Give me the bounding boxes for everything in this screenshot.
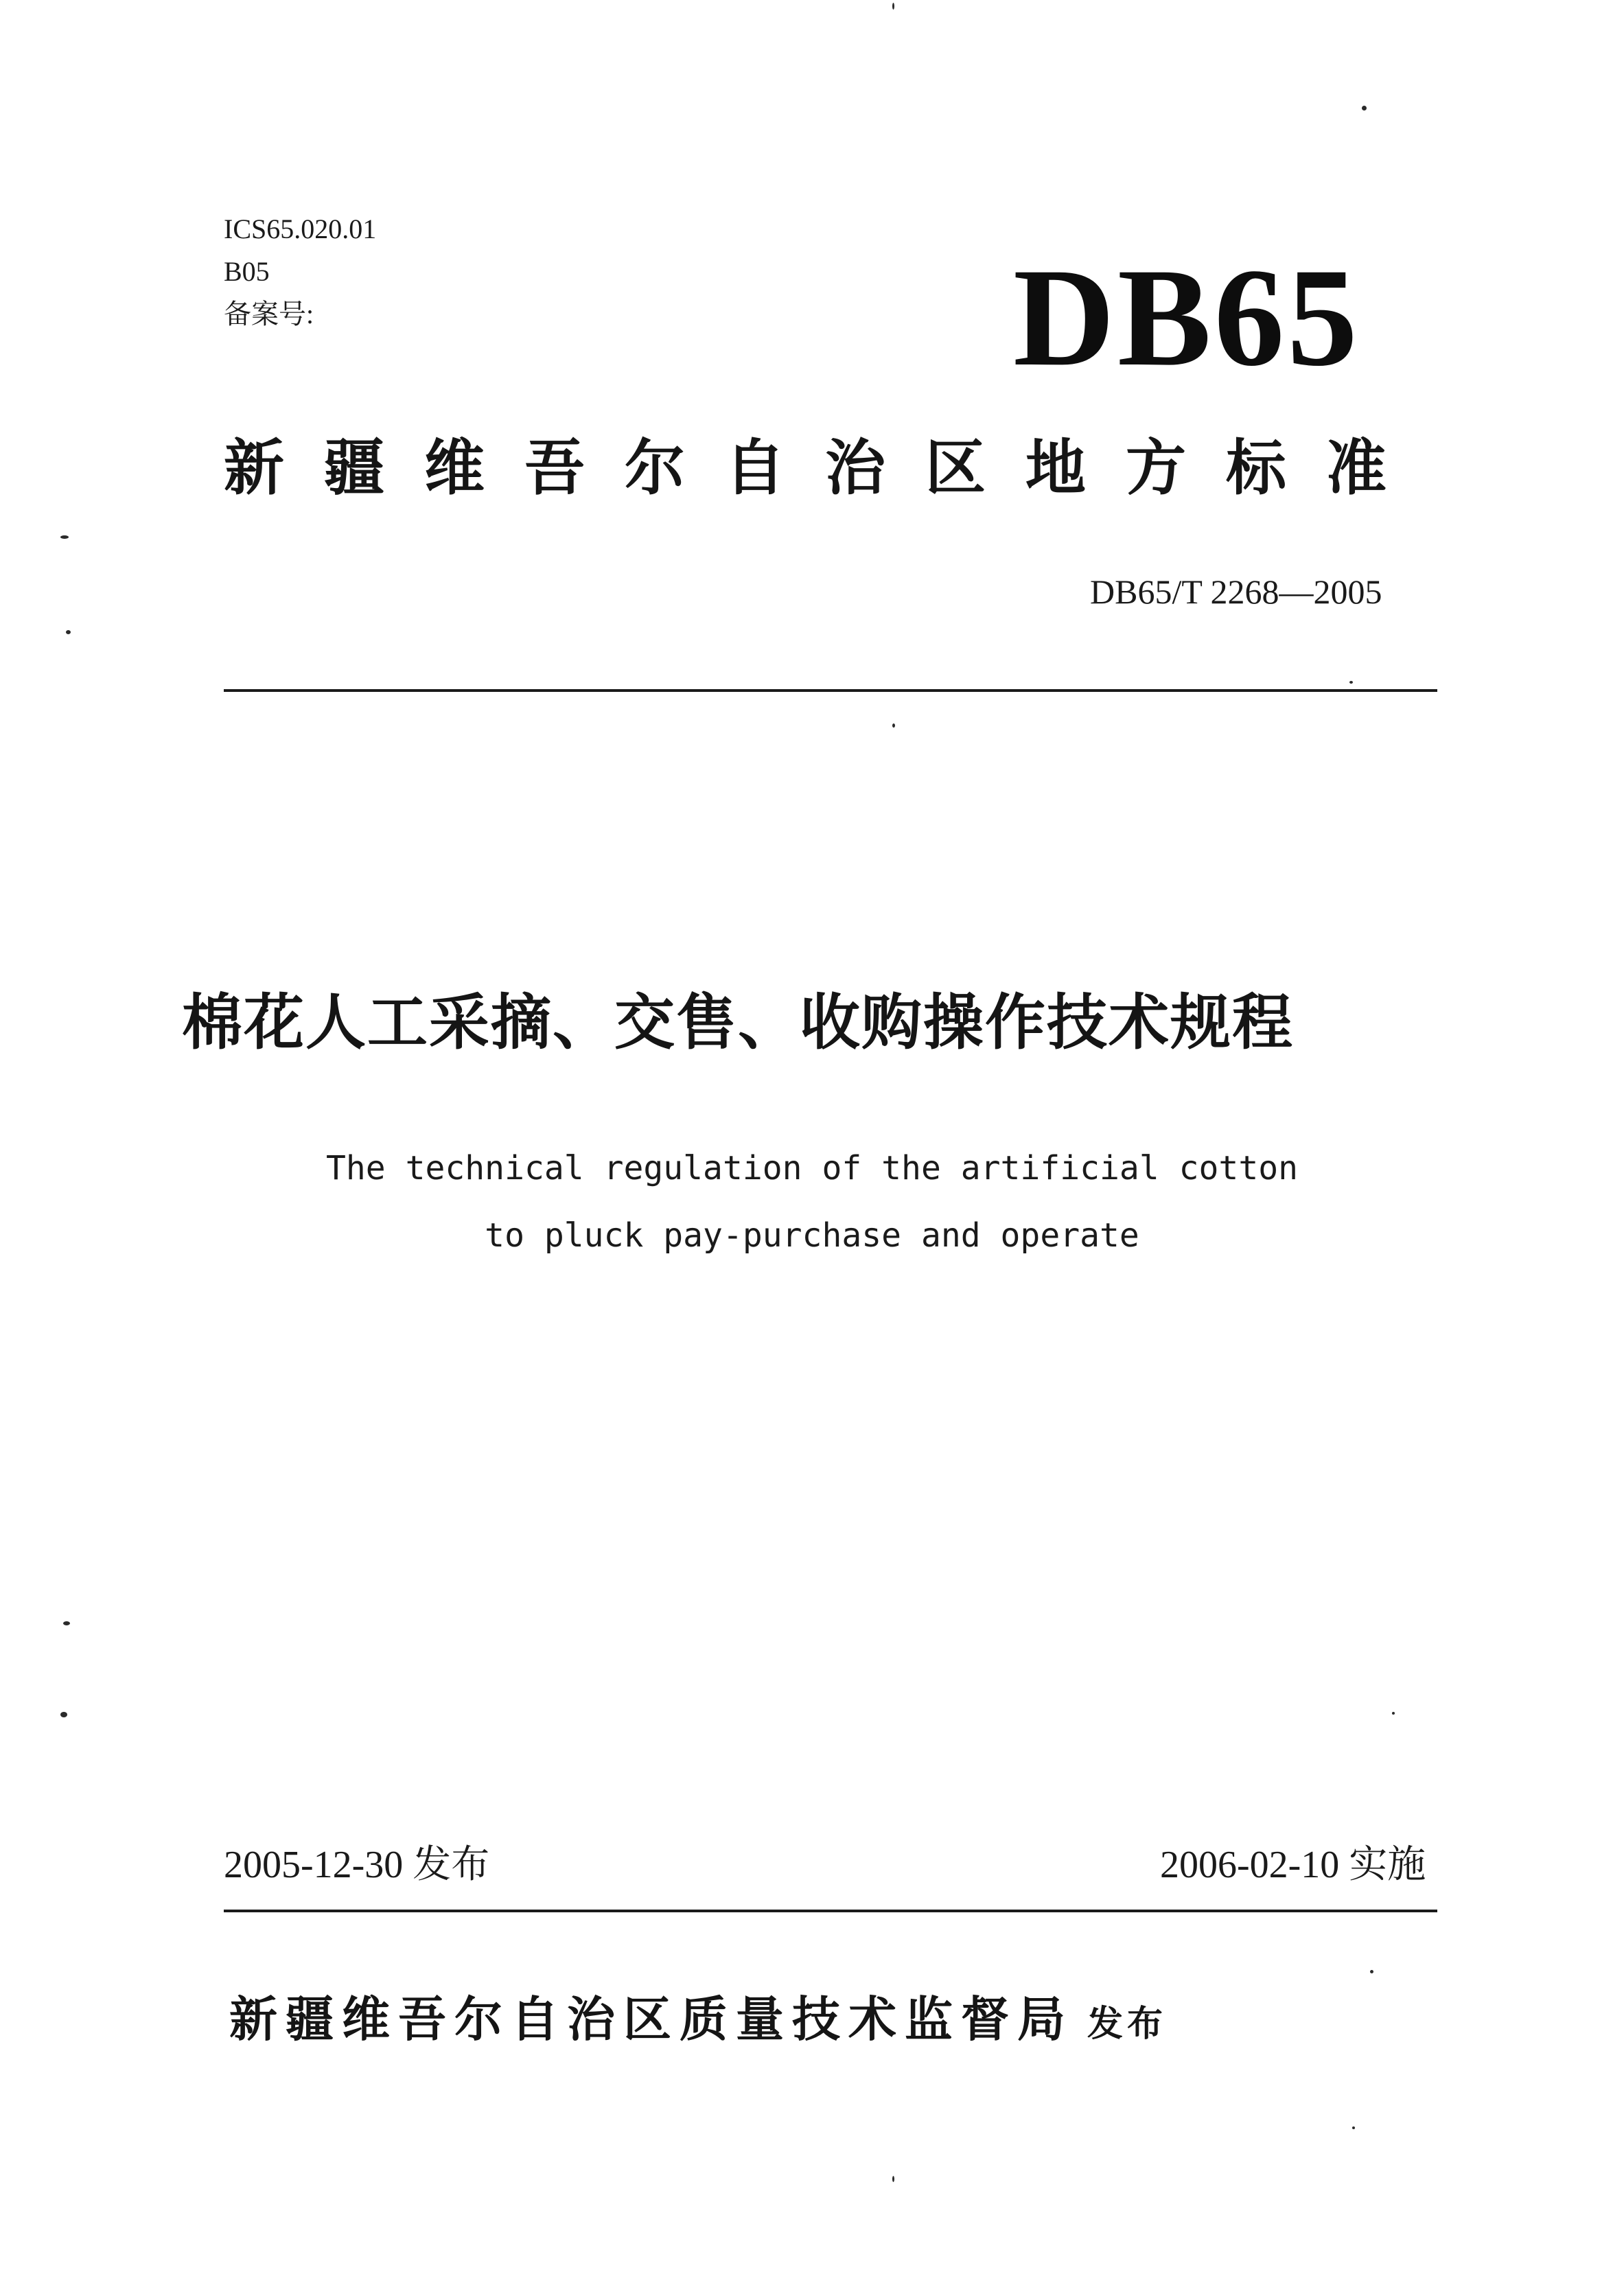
issuer-suffix: 发布 <box>1087 2004 1168 2045</box>
document-title-en-line2: to pluck pay-purchase and operate <box>485 1216 1139 1255</box>
header-divider <box>224 689 1437 692</box>
standard-category: 新疆维吾尔自治区地方标准 <box>224 432 1427 503</box>
scan-speck <box>1392 1712 1395 1715</box>
classification-code: B05 <box>224 256 270 287</box>
document-title-cn: 棉花人工采摘、交售、收购操作技术规程 <box>182 987 1295 1058</box>
scan-speck <box>892 723 895 728</box>
scan-speck <box>66 630 71 634</box>
implementation-date: 2006-02-10 实施 <box>1160 1844 1426 1886</box>
scan-speck <box>892 3 894 10</box>
standard-number: DB65/T 2268—2005 <box>1090 572 1382 611</box>
scan-speck <box>1370 1970 1373 1973</box>
ics-code: ICS65.020.01 <box>224 213 377 244</box>
scan-speck <box>1362 106 1367 111</box>
scan-speck <box>63 1621 70 1625</box>
issue-date: 2005-12-30 发布 <box>224 1844 490 1886</box>
scan-speck <box>60 535 69 539</box>
scan-speck <box>892 2176 894 2182</box>
scan-speck <box>1349 681 1353 684</box>
scan-speck <box>1352 2126 1355 2129</box>
footer-divider <box>224 1910 1437 1912</box>
document-title-en-line1: The technical regulation of the artificial cotton <box>325 1149 1299 1187</box>
db-code-mark: DB65 <box>1013 240 1360 395</box>
issuer-name: 新疆维吾尔自治区质量技术监督局 <box>229 1991 1074 2048</box>
scan-speck <box>60 1712 67 1717</box>
record-number-label: 备案号: <box>224 299 314 329</box>
issuer-block <box>229 1991 1167 2053</box>
